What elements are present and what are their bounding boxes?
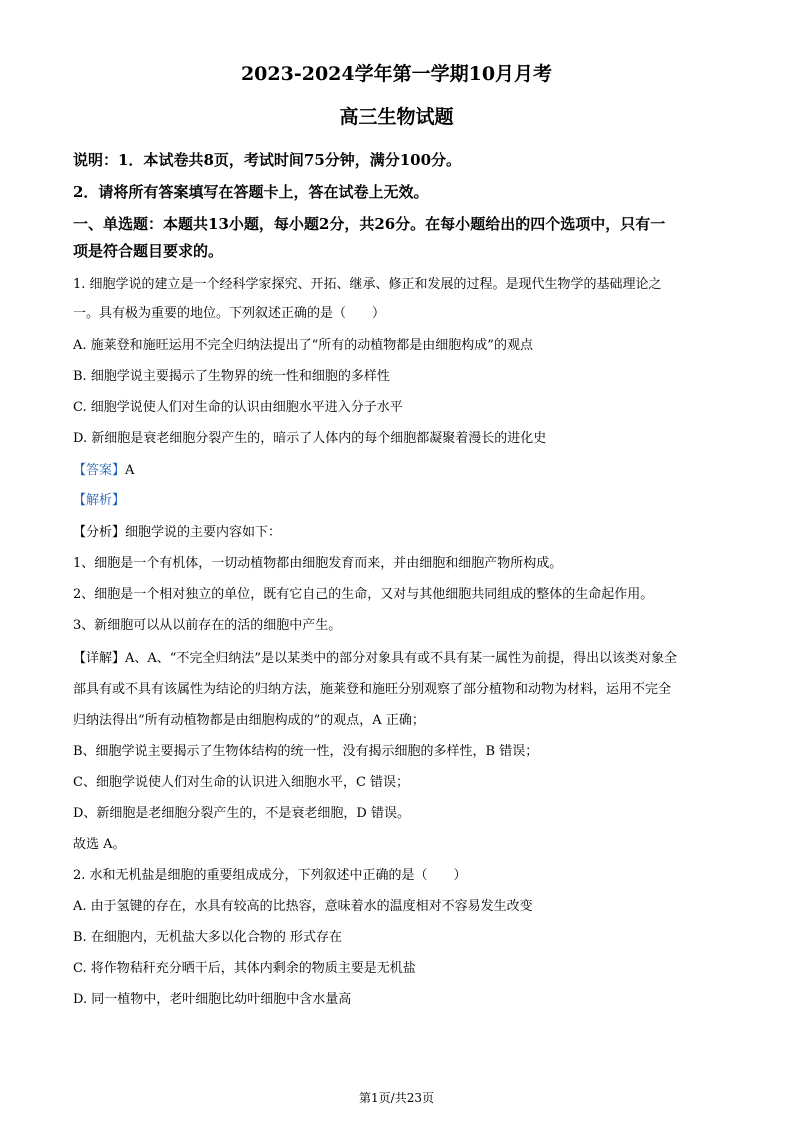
q2-option-a: A. 由于氢键的存在，水具有较高的比热容，意味着水的温度相对不容易发生改变 <box>73 899 533 914</box>
q1-fenxi: 【分析】细胞学说的主要内容如下： <box>73 525 282 540</box>
section-heading-line-2: 项是符合题目要求的。 <box>73 242 224 260</box>
answer-value: A <box>125 463 135 478</box>
q1-detail-b: B、细胞学说主要揭示了生物体结构的统一性，没有揭示细胞的多样性，B 错误； <box>73 744 539 759</box>
q2-option-b: B. 在细胞内，无机盐大多以化合物的 形式存在 <box>73 930 342 945</box>
q1-stem-line-1: 1. 细胞学说的建立是一个经科学家探究、开拓、继承、修正和发展的过程。是现代生物学的基础理论之 <box>73 277 662 292</box>
page-number: 第1页/共23页 <box>359 1091 434 1105</box>
note-1: 说明：1．本试卷共8页，考试时间75分钟，满分100分。 <box>73 151 462 169</box>
q1-analysis-heading <box>73 492 723 510</box>
note-2: 2．请将所有答案填写在答题卡上，答在试卷上无效。 <box>73 183 429 201</box>
q1-detail-d: D、新细胞是老细胞分裂产生的，不是衰老细胞，D 错误。 <box>73 806 410 821</box>
q1-detail-c: C、细胞学说使人们对生命的认识进入细胞水平，C 错误； <box>73 775 410 790</box>
q1-option-a: A. 施莱登和施旺运用不完全归纳法提出了“所有的动植物都是由细胞构成”的观点 <box>73 338 533 353</box>
q1-option-d: D. 新细胞是衰老细胞分裂产生的，暗示了人体内的每个细胞都凝聚着漫长的进化史 <box>73 431 547 446</box>
q1-detail-line-2: 部具有或不具有该属性为结论的归纳方法，施莱登和施旺分别观察了部分植物和动物为材料，运用不完全 <box>73 682 672 697</box>
q1-option-c: C. 细胞学说使人们对生命的认识由细胞水平进入分子水平 <box>73 400 403 415</box>
q1-detail-line-3: 归纳法得出“所有动植物都是由细胞构成的”的观点，A 正确； <box>73 713 425 728</box>
analysis-tag: 【解析】 <box>73 493 126 508</box>
q1-stem-line-2: 一。具有极为重要的地位。下列叙述正确的是（ ） <box>73 306 386 321</box>
q1-option-b: B. 细胞学说主要揭示了生物界的统一性和细胞的多样性 <box>73 369 390 384</box>
q1-point-3: 3、新细胞可以从以前存在的活的细胞中产生。 <box>73 618 342 633</box>
section-heading-line-1: 一、单选题：本题共13小题，每小题2分，共26分。在每小题给出的四个选项中，只有一 <box>73 215 666 233</box>
exam-title: 2023-2024学年第一学期10月月考 <box>240 63 553 85</box>
answer-tag: 【答案】 <box>73 463 126 478</box>
q1-answer <box>73 462 723 480</box>
q1-detail-line-1: 【详解】A、A、“不完全归纳法”是以某类中的部分对象具有或不具有某一属性为前提，得出以该类对象全 <box>73 651 678 666</box>
q1-conclusion: 故选 A。 <box>73 837 126 852</box>
q2-option-c: C. 将作物秸秆充分晒干后，其体内剩余的物质主要是无机盐 <box>73 961 416 976</box>
exam-subtitle: 高三生物试题 <box>339 106 454 128</box>
q2-stem: 2. 水和无机盐是细胞的重要组成成分，下列叙述中正确的是（ ） <box>73 868 467 883</box>
q2-option-d: D. 同一植物中，老叶细胞比幼叶细胞中含水量高 <box>73 992 352 1007</box>
q1-point-2: 2、细胞是一个相对独立的单位，既有它自己的生命，又对与其他细胞共同组成的整体的生命起作用。 <box>73 587 654 602</box>
q1-point-1: 1、细胞是一个有机体，一切动植物都由细胞发育而来，并由细胞和细胞产物所构成。 <box>73 556 563 571</box>
